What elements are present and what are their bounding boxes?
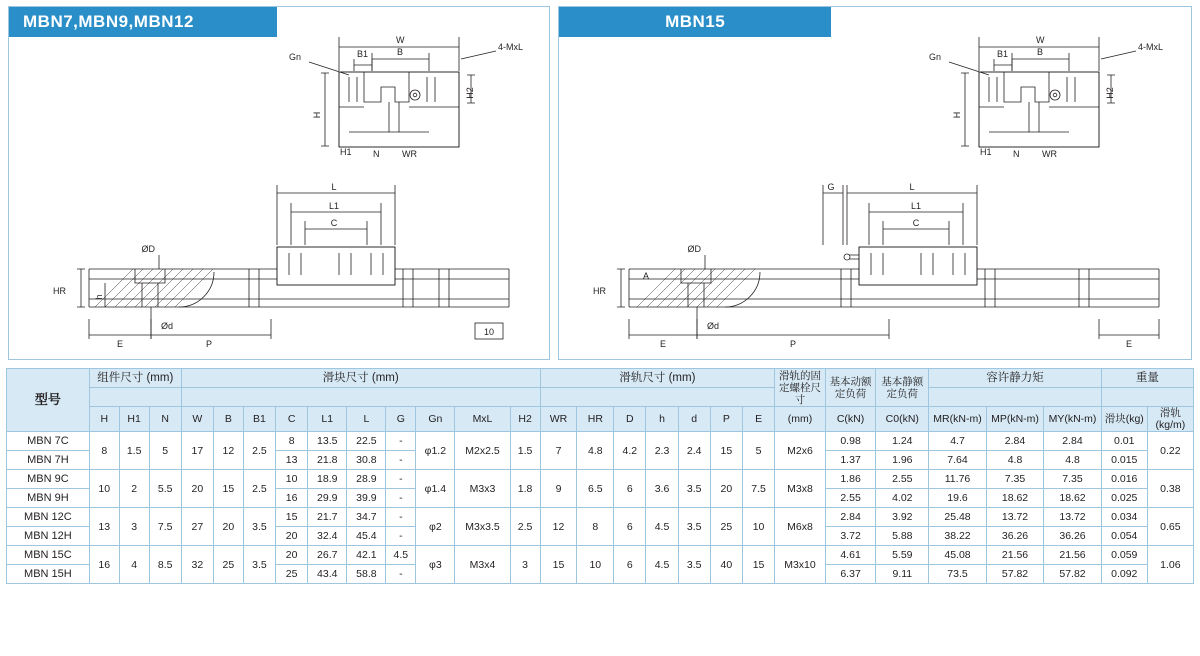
svg-text:10: 10 [483, 327, 495, 337]
table-row [7, 508, 1194, 527]
header-static-load: 基本静额定负荷 [876, 369, 929, 407]
cell-hr: 4.8 [577, 432, 614, 470]
cell-c: 10 [276, 470, 308, 489]
svg-text:H: H [312, 111, 322, 119]
svg-text:Ød: Ød [160, 321, 173, 331]
svg-text:B: B [397, 47, 404, 57]
cell-g: - [386, 527, 416, 546]
cell-h: 2.3 [646, 432, 678, 470]
cell-d: 3.5 [678, 508, 710, 546]
header-spacer-moment [929, 388, 1102, 407]
subheader-mxl-11: MxL [455, 407, 510, 432]
subheader-e-19: E [742, 407, 774, 432]
cell-mr: 38.22 [929, 527, 987, 546]
subheader-l1-7: L1 [308, 407, 347, 432]
cell-c0_kn: 4.02 [876, 489, 929, 508]
cell-b1: 2.5 [243, 470, 275, 508]
cell-mxl: M2x2.5 [455, 432, 510, 470]
subheader-myknm-25: MY(kN-m) [1044, 407, 1102, 432]
cell-c0_kn: 5.88 [876, 527, 929, 546]
table-row [7, 432, 1194, 451]
svg-text:H1: H1 [980, 147, 992, 157]
subheader-row [7, 407, 1194, 432]
cell-my: 2.84 [1044, 432, 1102, 451]
cell-c_kn: 1.86 [825, 470, 876, 489]
header-spacer-weight [1101, 388, 1193, 407]
cell-bolt: M3x10 [775, 546, 826, 584]
cell-b1: 2.5 [243, 432, 275, 470]
cell-n: 5.5 [149, 470, 181, 508]
subheader-kgm-27: 滑轨(kg/m) [1147, 407, 1193, 432]
cell-w_rail: 0.65 [1147, 508, 1193, 546]
panel-mbn7-9-12 [8, 6, 550, 360]
svg-text:B: B [1037, 47, 1044, 57]
cell-l: 39.9 [347, 489, 386, 508]
subheader-mpknm-24: MP(kN-m) [986, 407, 1044, 432]
table-row [7, 546, 1194, 565]
cell-l: 22.5 [347, 432, 386, 451]
cell-w_block: 0.015 [1101, 451, 1147, 470]
cell-w: 32 [181, 546, 213, 584]
cell-h1: 1.5 [119, 432, 149, 470]
cell-h: 16 [89, 546, 119, 584]
svg-text:L1: L1 [328, 201, 340, 211]
cell-p: 25 [710, 508, 742, 546]
cell-d: 6 [614, 470, 646, 508]
cell-l1: 26.7 [308, 546, 347, 565]
cell-w: 20 [181, 470, 213, 508]
svg-text:ØD: ØD [141, 244, 155, 254]
cell-w: 27 [181, 508, 213, 546]
cell-mp: 18.62 [986, 489, 1044, 508]
cell-b: 25 [213, 546, 243, 584]
svg-text:B1: B1 [357, 49, 369, 59]
cell-c: 13 [276, 451, 308, 470]
drawing-right [559, 7, 1191, 359]
cell-w_block: 0.016 [1101, 470, 1147, 489]
cell-w_block: 0.034 [1101, 508, 1147, 527]
cell-mp: 4.8 [986, 451, 1044, 470]
cell-h: 4.5 [646, 508, 678, 546]
cell-n: 7.5 [149, 508, 181, 546]
cell-c0_kn: 5.59 [876, 546, 929, 565]
spec-table-body [7, 432, 1194, 584]
cell-gn: φ2 [416, 508, 455, 546]
cell-mp: 2.84 [986, 432, 1044, 451]
header-bolt-size: 滑轨的固定螺栓尺寸 [775, 369, 826, 407]
subheader-c-6: C [276, 407, 308, 432]
subheader-w-3: W [181, 407, 213, 432]
cell-gn: φ1.4 [416, 470, 455, 508]
svg-text:P: P [205, 339, 213, 349]
subheader-c0kn-22: C0(kN) [876, 407, 929, 432]
drawing-left [9, 7, 549, 359]
cell-h1: 4 [119, 546, 149, 584]
cell-wr: 9 [540, 470, 577, 508]
svg-text:HR: HR [593, 286, 607, 296]
cell-w_rail: 0.38 [1147, 470, 1193, 508]
cell-my: 13.72 [1044, 508, 1102, 527]
cell-c0_kn: 9.11 [876, 565, 929, 584]
svg-text:4-MxL: 4-MxL [498, 42, 524, 52]
cell-d: 4.2 [614, 432, 646, 470]
cell-d: 3.5 [678, 470, 710, 508]
cell-l: 58.8 [347, 565, 386, 584]
subheader-b-4: B [213, 407, 243, 432]
subheader-g-9: G [386, 407, 416, 432]
cell-n: 8.5 [149, 546, 181, 584]
cell-c: 15 [276, 508, 308, 527]
cell-mp: 57.82 [986, 565, 1044, 584]
cell-n: 5 [149, 432, 181, 470]
cell-h: 3.6 [646, 470, 678, 508]
cell-e: 5 [742, 432, 774, 470]
svg-text:h: h [94, 294, 104, 300]
cell-mxl: M3x4 [455, 546, 510, 584]
cell-model: MBN 12H [7, 527, 90, 546]
svg-text:E: E [1126, 339, 1133, 349]
cell-wr: 7 [540, 432, 577, 470]
subheader-l-8: L [347, 407, 386, 432]
table-row [7, 470, 1194, 489]
subheader-h-0: H [89, 407, 119, 432]
cell-c_kn: 2.55 [825, 489, 876, 508]
cell-hr: 8 [577, 508, 614, 546]
cell-mr: 11.76 [929, 470, 987, 489]
cell-bolt: M3x8 [775, 470, 826, 508]
cell-c_kn: 6.37 [825, 565, 876, 584]
header-group-moment: 容许静力矩 [929, 369, 1102, 388]
svg-text:N: N [1013, 149, 1020, 159]
cell-l: 28.9 [347, 470, 386, 489]
cell-l1: 21.7 [308, 508, 347, 527]
cell-w: 17 [181, 432, 213, 470]
svg-text:G: G [827, 182, 835, 192]
svg-text:L1: L1 [911, 201, 922, 211]
svg-text:H1: H1 [340, 147, 352, 157]
cell-b1: 3.5 [243, 508, 275, 546]
cell-w_block: 0.059 [1101, 546, 1147, 565]
cell-l1: 32.4 [308, 527, 347, 546]
cell-h2: 2.5 [510, 508, 540, 546]
svg-text:C: C [912, 218, 920, 228]
cell-c: 20 [276, 527, 308, 546]
cell-c_kn: 0.98 [825, 432, 876, 451]
cell-e: 15 [742, 546, 774, 584]
cell-w_rail: 1.06 [1147, 546, 1193, 584]
svg-text:L: L [331, 182, 337, 192]
cell-e: 7.5 [742, 470, 774, 508]
cell-c_kn: 3.72 [825, 527, 876, 546]
cell-model: MBN 15C [7, 546, 90, 565]
cell-l: 42.1 [347, 546, 386, 565]
svg-text:B1: B1 [997, 49, 1009, 59]
cell-c: 20 [276, 546, 308, 565]
cell-w_block: 0.025 [1101, 489, 1147, 508]
cell-c_kn: 2.84 [825, 508, 876, 527]
cell-d: 6 [614, 508, 646, 546]
cell-c: 25 [276, 565, 308, 584]
svg-text:4-MxL: 4-MxL [1138, 42, 1164, 52]
cell-mr: 4.7 [929, 432, 987, 451]
header-spacer-assembly [89, 388, 181, 407]
cell-p: 20 [710, 470, 742, 508]
subheader-n-2: N [149, 407, 181, 432]
svg-text:ØD: ØD [687, 244, 702, 254]
cell-d: 2.4 [678, 432, 710, 470]
subheader-d-15: D [614, 407, 646, 432]
header-group-assembly: 组件尺寸 (mm) [89, 369, 181, 388]
cell-wr: 15 [540, 546, 577, 584]
subheader-wr-13: WR [540, 407, 577, 432]
cell-bolt: M6x8 [775, 508, 826, 546]
subheader-h2-12: H2 [510, 407, 540, 432]
subheader-h1-1: H1 [119, 407, 149, 432]
svg-text:H: H [952, 111, 963, 119]
cell-model: MBN 9C [7, 470, 90, 489]
cell-my: 18.62 [1044, 489, 1102, 508]
svg-text:W: W [396, 35, 405, 45]
panel-title-right: MBN15 [559, 7, 831, 37]
cell-h2: 3 [510, 546, 540, 584]
cell-d: 3.5 [678, 546, 710, 584]
svg-text:WR: WR [402, 149, 417, 159]
spec-table [6, 368, 1194, 584]
cell-model: MBN 7H [7, 451, 90, 470]
cell-h1: 2 [119, 470, 149, 508]
cell-b: 12 [213, 432, 243, 470]
cell-my: 36.26 [1044, 527, 1102, 546]
cell-c: 16 [276, 489, 308, 508]
cell-model: MBN 12C [7, 508, 90, 527]
cell-w_block: 0.092 [1101, 565, 1147, 584]
cell-gn: φ3 [416, 546, 455, 584]
header-group-rail: 滑轨尺寸 (mm) [540, 369, 775, 388]
panel-title-left: MBN7,MBN9,MBN12 [9, 7, 277, 37]
cell-w_rail: 0.22 [1147, 432, 1193, 470]
svg-text:Gn: Gn [929, 52, 942, 62]
cell-wr: 12 [540, 508, 577, 546]
header-group-weight: 重量 [1101, 369, 1193, 388]
svg-text:A: A [643, 271, 650, 281]
cell-mr: 7.64 [929, 451, 987, 470]
cell-b: 15 [213, 470, 243, 508]
cell-h2: 1.5 [510, 432, 540, 470]
cell-h: 13 [89, 508, 119, 546]
cell-mp: 7.35 [986, 470, 1044, 489]
cell-mr: 45.08 [929, 546, 987, 565]
cell-my: 7.35 [1044, 470, 1102, 489]
cell-l1: 13.5 [308, 432, 347, 451]
cell-mxl: M3x3 [455, 470, 510, 508]
header-spacer-block [181, 388, 540, 407]
cell-my: 4.8 [1044, 451, 1102, 470]
cell-c0_kn: 2.55 [876, 470, 929, 489]
subheader-mm-20: (mm) [775, 407, 826, 432]
cell-hr: 10 [577, 546, 614, 584]
svg-text:WR: WR [1042, 149, 1058, 159]
header-model: 型号 [7, 369, 90, 432]
svg-text:C: C [330, 218, 338, 228]
cell-c0_kn: 3.92 [876, 508, 929, 527]
svg-text:H2: H2 [1105, 87, 1116, 99]
cell-h2: 1.8 [510, 470, 540, 508]
cell-h1: 3 [119, 508, 149, 546]
cell-p: 40 [710, 546, 742, 584]
cell-l: 30.8 [347, 451, 386, 470]
subheader-kg-26: 滑块(kg) [1101, 407, 1147, 432]
cell-gn: φ1.2 [416, 432, 455, 470]
cell-l: 34.7 [347, 508, 386, 527]
cell-h: 10 [89, 470, 119, 508]
cell-g: - [386, 489, 416, 508]
cell-c0_kn: 1.24 [876, 432, 929, 451]
cell-c0_kn: 1.96 [876, 451, 929, 470]
cell-model: MBN 7C [7, 432, 90, 451]
subheader-ckn-21: C(kN) [825, 407, 876, 432]
cell-mp: 36.26 [986, 527, 1044, 546]
cell-l: 45.4 [347, 527, 386, 546]
cell-bolt: M2x6 [775, 432, 826, 470]
cell-mp: 13.72 [986, 508, 1044, 527]
cell-p: 15 [710, 432, 742, 470]
subheader-h-16: h [646, 407, 678, 432]
panel-mbn15 [558, 6, 1192, 360]
spec-table-wrapper [0, 360, 1200, 584]
subheader-hr-14: HR [577, 407, 614, 432]
cell-l1: 43.4 [308, 565, 347, 584]
cell-b1: 3.5 [243, 546, 275, 584]
cell-g: - [386, 451, 416, 470]
cell-h: 4.5 [646, 546, 678, 584]
svg-text:Gn: Gn [288, 52, 301, 62]
cell-w_block: 0.054 [1101, 527, 1147, 546]
cell-model: MBN 15H [7, 565, 90, 584]
svg-text:E: E [660, 339, 667, 349]
subheader-b1-5: B1 [243, 407, 275, 432]
cell-l1: 18.9 [308, 470, 347, 489]
svg-text:E: E [116, 339, 124, 349]
cell-g: - [386, 565, 416, 584]
cell-w_block: 0.01 [1101, 432, 1147, 451]
cell-l1: 21.8 [308, 451, 347, 470]
cell-mr: 73.5 [929, 565, 987, 584]
cell-mp: 21.56 [986, 546, 1044, 565]
cell-hr: 6.5 [577, 470, 614, 508]
svg-text:Ød: Ød [707, 321, 720, 331]
cell-d: 6 [614, 546, 646, 584]
cell-g: 4.5 [386, 546, 416, 565]
cell-model: MBN 9H [7, 489, 90, 508]
cell-c: 8 [276, 432, 308, 451]
subheader-gn-10: Gn [416, 407, 455, 432]
cell-c_kn: 4.61 [825, 546, 876, 565]
cell-l1: 29.9 [308, 489, 347, 508]
cell-h: 8 [89, 432, 119, 470]
cell-g: - [386, 470, 416, 489]
header-dynamic-load: 基本动额定负荷 [825, 369, 876, 407]
svg-text:P: P [790, 339, 797, 349]
svg-text:HR: HR [53, 286, 66, 296]
subheader-p-18: P [710, 407, 742, 432]
svg-text:W: W [1036, 35, 1045, 45]
cell-g: - [386, 432, 416, 451]
cell-b: 20 [213, 508, 243, 546]
cell-mr: 19.6 [929, 489, 987, 508]
svg-text:H2: H2 [465, 87, 475, 99]
cell-mr: 25.48 [929, 508, 987, 527]
subheader-mrknm-23: MR(kN-m) [929, 407, 987, 432]
header-group-block: 滑块尺寸 (mm) [181, 369, 540, 388]
subheader-d-17: d [678, 407, 710, 432]
cell-mxl: M3x3.5 [455, 508, 510, 546]
cell-my: 57.82 [1044, 565, 1102, 584]
cell-my: 21.56 [1044, 546, 1102, 565]
cell-c_kn: 1.37 [825, 451, 876, 470]
svg-text:N: N [373, 149, 380, 159]
cell-e: 10 [742, 508, 774, 546]
svg-text:L: L [909, 182, 915, 192]
cell-g: - [386, 508, 416, 527]
header-spacer-rail [540, 388, 775, 407]
